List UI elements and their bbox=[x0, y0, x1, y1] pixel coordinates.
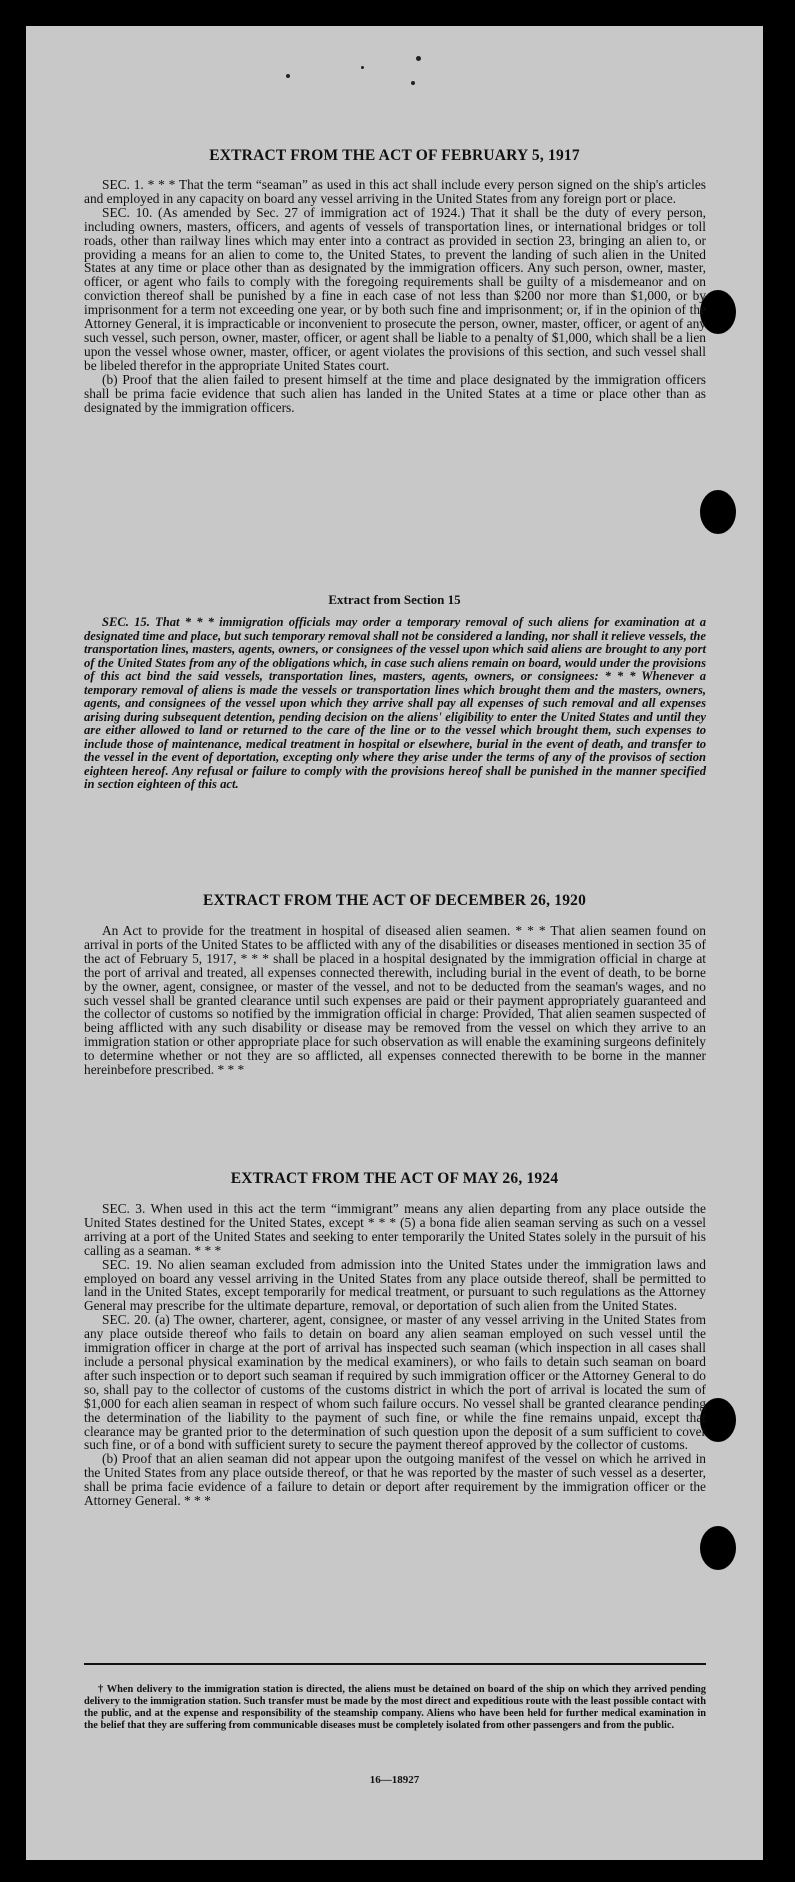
speck bbox=[286, 74, 290, 78]
act-1920-block bbox=[84, 924, 706, 1077]
heading-act-1917: EXTRACT FROM THE ACT OF FEBRUARY 5, 1917 bbox=[209, 147, 580, 164]
speck bbox=[416, 56, 421, 61]
footnote-text: † When delivery to the immigration station is directed, the aliens must be detained on board of the ship on which they arrived pending delivery to the immigration station. Such transfer must be made by the most direct and expeditious route with the least possible contact with the public, and at the expense and responsibility of the steamship company. Aliens who have been held for further medical examination in the belief that they are suffering from communicable diseases must be completely isolated from other passengers and from the public. bbox=[84, 1684, 706, 1731]
footnote-divider bbox=[84, 1663, 706, 1665]
sec-15-block bbox=[84, 616, 706, 792]
document-page bbox=[26, 26, 763, 1860]
sec-10-paragraph: SEC. 10. (As amended by Sec. 27 of immigration act of 1924.) That it shall be the duty of every person, including owners, masters, officers, and agents of vessels of transportation lines, or international bridges or toll roads, other than railway lines which may enter into a contract as provided in section 23, bringing an alien to, or providing a means for an alien to come to, the United States, to prevent the landing of such alien in the United States at any time or place other than as designated by the immigration officers. Any such person, owner, master, officer, or agent who fails to comply with the foregoing requirements shall be guilty of a misdemeanor and on conviction thereof shall be punished by a fine in each case of not less than $200 nor more than $1,000, or by imprisonment for a term not exceeding one year, or by both such fine and imprisonment; or, if in the opinion of the Attorney General, it is impracticable or inconvenient to prosecute the person, owner, master, officer, or agent of any such vessel, such person, owner, master, officer, or agent shall be liable to a penalty of $1,000, which shall be a lien upon the vessel whose owner, master, officer, or agent violates the provisions of this section, and such vessel shall be libeled therefor in the appropriate United States court. bbox=[84, 204, 706, 373]
section-block-1917 bbox=[84, 178, 706, 414]
subheading-section-15: Extract from Section 15 bbox=[328, 592, 461, 607]
sec-3-paragraph: SEC. 3. When used in this act the term “immigrant” means any alien departing from any place outside the United States destined for the United States, except * * * (5) a bona fide alien seaman serving as such on a vessel arriving at a port of the United States and seeking to enter temporarily the United States solely in the pursuit of his calling as a seaman. * * * bbox=[84, 1201, 706, 1258]
page-number: 16—18927 bbox=[369, 1774, 420, 1786]
sec-19-paragraph: SEC. 19. No alien seaman excluded from admission into the United States under the immigration laws and employed on board any vessel arriving in the United States from any place outside thereof, shall be permitted to land in the United States, except temporarily for medical treatment, or pursuant to such regulations as the Attorney General may prescribe for the ultimate departure, removal, or deportation of such alien from the United States. bbox=[84, 1256, 706, 1314]
sec-15-paragraph: SEC. 15. That * * * immigration officials may order a temporary removal of such aliens for examination at a designated time and place, but such temporary removal shall not be considered a landing, nor shall it relieve vessels, the transportation lines, masters, agents, owners, or consignees of the vessel upon which said aliens are brought to any port of the United States from any of the obligations which, in case such aliens remain on board, would under the provisions of this act bind the said vessels, transportation lines, masters, agents, owners, or consignees: * * * Whenever a temporary removal of aliens is made the vessels or transportation lines which brought them and the masters, owners, agents, and consignees of the vessel upon which they arrive shall pay all expenses of such removal and all expenses arising during subsequent detention, pending decision on the aliens' eligibility to enter the United States and until they are either allowed to land or returned to the care of the line or to the vessel which brought them, such expenses to include those of maintenance, medical treatment in hospital or elsewhere, burial in the event of death, and transfer to the vessel in the event of deportation, excepting only where they arise under the terms of any of the provisos of section eighteen hereof. Any refusal or failure to comply with the provisions hereof shall be punished in the manner specified in section eighteen of this act. bbox=[84, 615, 706, 791]
heading-act-1924: EXTRACT FROM THE ACT OF MAY 26, 1924 bbox=[230, 1170, 559, 1187]
punch-hole bbox=[700, 490, 736, 534]
sec-10b-paragraph: (b) Proof that the alien failed to present himself at the time and place designated by the immigration officers shall be prima facie evidence that such alien has landed in the United States at a time or place other than as designated by the immigration officers. bbox=[84, 371, 706, 415]
heading-act-1920: EXTRACT FROM THE ACT OF DECEMBER 26, 1920 bbox=[202, 892, 587, 909]
act-1920-paragraph: An Act to provide for the treatment in hospital of diseased alien seamen. * * * That alien seamen found on arrival in ports of the United States to be afflicted with any of the disabilities or diseases mentioned in section 35 of the act of February 5, 1917, * * * shall be placed in a hospital designated by the immigration official in charge at the port of arrival and treated, all expenses connected therewith, including burial in the event of death, to be borne by the owner, agent, consignee, or master of the vessel, and not to be deducted from the seaman's wages, and no such vessel shall be granted clearance until such expenses are paid or their payment appropriately guaranteed and the collector of customs so notified by the immigration official in charge: Provided, That alien seamen suspected of being afflicted with any such disability or disease may be removed from the vessel on which they arrive to an immigration station or other appropriate place for such observation as will enable the examining surgeons definitely to determine whether or not they are so afflicted, all expenses connected therewith to be borne in the manner hereinbefore prescribed. * * * bbox=[84, 923, 706, 1078]
act-1924-block bbox=[84, 1202, 706, 1508]
speck bbox=[411, 81, 415, 85]
sec-20a-paragraph: SEC. 20. (a) The owner, charterer, agent, consignee, or master of any vessel arriving in the United States from any place outside thereof who fails to detain on board any alien seaman employed on such vessel until the immigration officer in charge at the port of arrival has inspected such seaman (which inspection in all cases shall include a personal physical examination by the medical examiners), or who fails to detain such seaman on board after such inspection or to deport such seaman if required by such immigration officer or the Attorney General to do so, shall pay to the collector of customs of the customs district in which the port of arrival is located the sum of $1,000 for each alien seaman in respect of whom such failure occurs. No vessel shall be granted clearance pending the determination of the liability to the payment of such fine, or while the fine remains unpaid, except that clearance may be granted prior to the determination of such question upon the deposit of a sum sufficient to cover such fine, or of a bond with sufficient surety to secure the payment thereof approved by the collector of customs. bbox=[84, 1312, 706, 1453]
sec-20b-paragraph: (b) Proof that an alien seaman did not appear upon the outgoing manifest of the vessel on which he arrived in the United States from any place outside thereof, or that he was reported by the master of such vessel as a deserter, shall be prima facie evidence of a failure to detain or deport after requirement by the immigration officer or the Attorney General. * * * bbox=[84, 1451, 706, 1509]
punch-hole bbox=[700, 1526, 736, 1570]
speck bbox=[361, 66, 364, 69]
footnote-block bbox=[84, 1684, 706, 1732]
sec-1-paragraph: SEC. 1. * * * That the term “seaman” as used in this act shall include every person signed on the ship's articles and employed in any capacity on board any vessel arriving in the United States from any foreign port or place. bbox=[84, 177, 706, 206]
